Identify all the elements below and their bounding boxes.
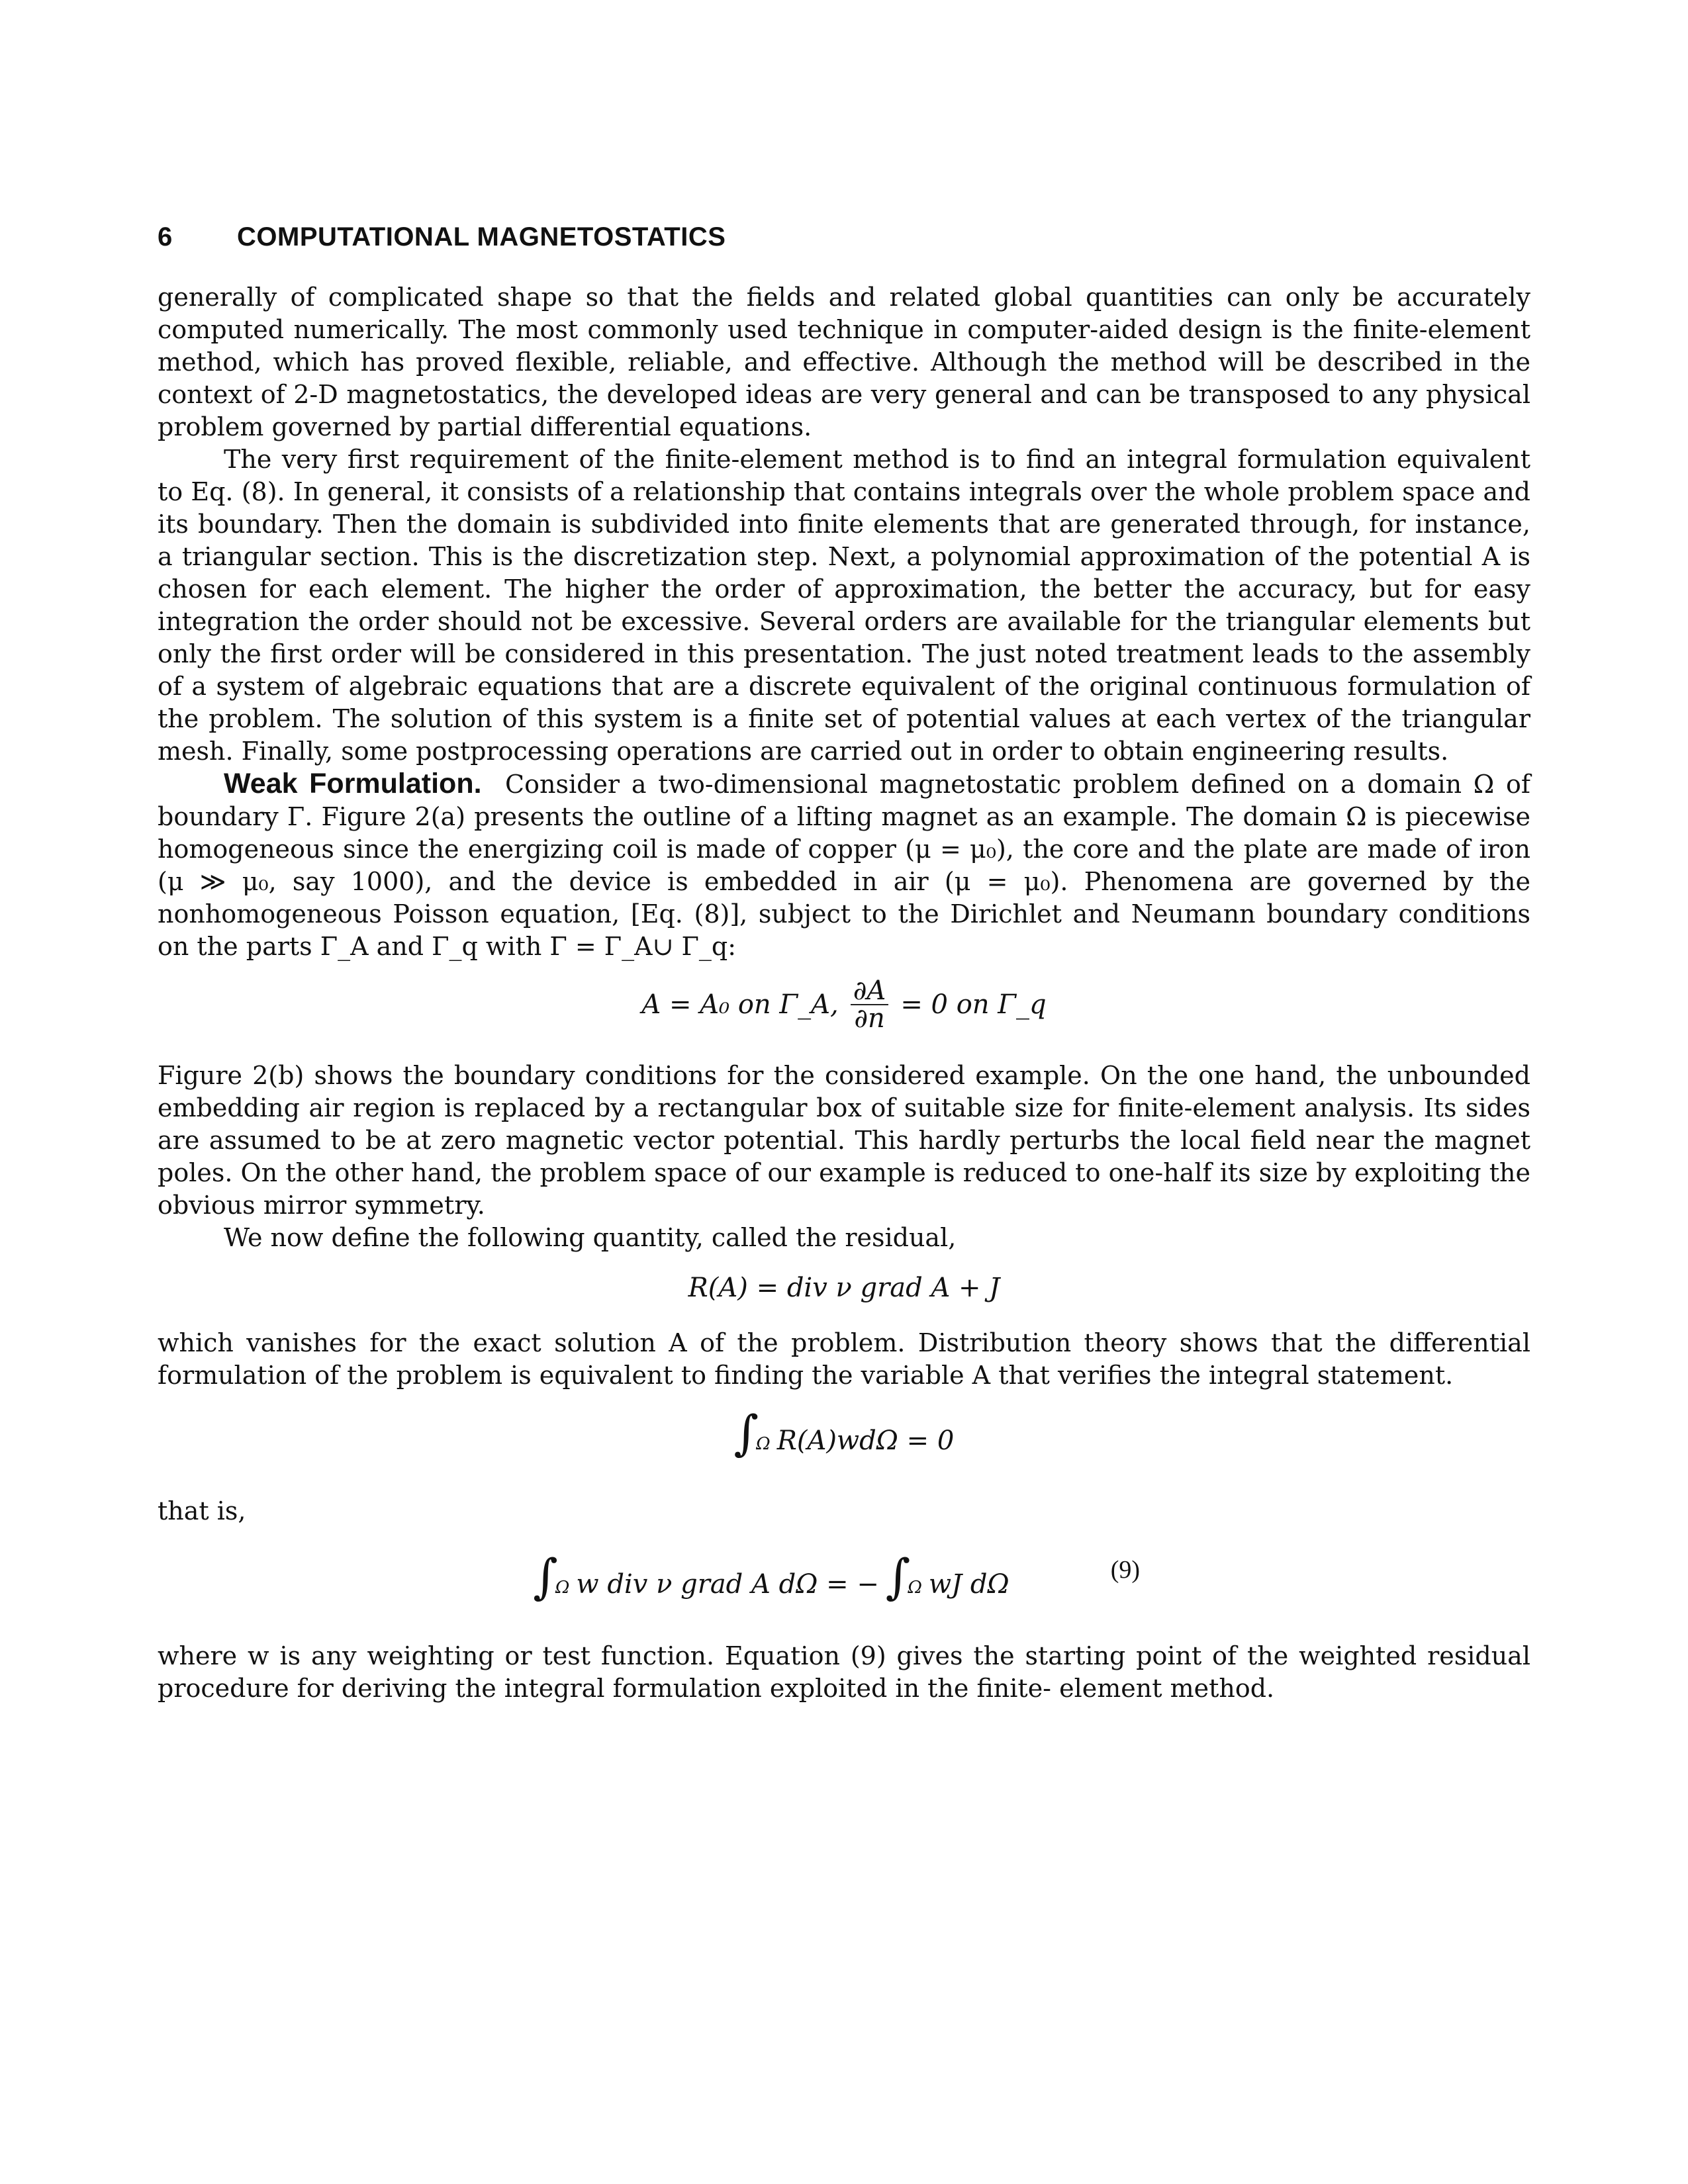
equation-9: [158, 1527, 1530, 1640]
body-text: [158, 281, 1530, 1705]
integral-statement-body: R(A)wdΩ = 0: [776, 1426, 955, 1456]
paragraph-7: that is,: [158, 1496, 246, 1525]
residual-equation: [158, 1254, 1530, 1327]
paragraph-3: [158, 768, 1530, 963]
integral-domain: Ω: [756, 1434, 771, 1454]
running-header: [158, 218, 1548, 255]
paragraph-2: The very first requirement of the finite-element method is to find an integral formulation equivalent to Eq. (8). In general, it consists of a relationship that contains integrals over the whole problem space and its boundary. Then the domain is subdivided into finite elements that are generated through, for instance, a triangular section. This is the discretization step. Next, a polynomial approximation of the potential A is chosen for each element. The higher the order of approximation, the better the accuracy, but for easy integration the order should not be excessive. Several orders are available for the triangular elements but only the first order will be considered in this presentation. The just noted treatment leads to the assembly of a system of algebraic equations that are a discrete equivalent of the original continuous formulation of the problem. The solution of this system is a finite set of potential values at each vertex of the triangular mesh. Finally, some postprocessing operations are carried out in order to obtain engineering results.: [158, 445, 1530, 766]
residual-expression: R(A) = div ν grad A + J: [688, 1273, 1000, 1303]
integral-sign: ∫: [885, 1549, 911, 1604]
paragraph-6: which vanishes for the exact solution A of the problem. Distribution theory shows that the differential formulation of the problem is equivalent to finding the variable A that verifies the integral statement.: [158, 1328, 1530, 1390]
eq9-left-body: w div ν grad A dΩ = −: [576, 1569, 879, 1600]
integral-statement-equation: [158, 1392, 1530, 1491]
eq9-right-body: wJ dΩ: [928, 1569, 1009, 1600]
bc-frac-numerator: ∂A: [851, 978, 889, 1005]
paragraph-1: generally of complicated shape so that the fields and related global quantities can only be accurately computed numerically. The most commonly used technique in computer-aided design is the finite-element method, which has proved flexible, reliable, and effective. Although the method will be described in the context of 2-D magnetostatics, the developed ideas are very general and can be transposed to any physical problem governed by partial differential equations.: [158, 283, 1530, 441]
bc-fraction: [851, 978, 889, 1032]
bc-left: A = A₀ on Γ_A,: [641, 989, 839, 1020]
page-number: 6: [158, 222, 173, 251]
run-in-heading: Weak Formulation.: [224, 768, 482, 799]
section-title: COMPUTATIONAL MAGNETOSTATICS: [237, 222, 726, 251]
paragraph-8: where w is any weighting or test function. Equation (9) gives the starting point of the weighted residual procedure for deriving the integral formulation exploited in the finite- element method.: [158, 1641, 1530, 1703]
boundary-condition-equation: [158, 963, 1530, 1041]
paragraph-3-text: Consider a two-dimensional magnetostatic problem defined on a domain Ω of boundary Γ. Figure 2(a) presents the outline of a lifting magnet as an example. The domain Ω is piecewise homogeneous since the energizing coil is made of copper (μ = μ₀), the core and the plate are made of iron (μ ≫ μ₀, say 1000), and the device is embedded in air (μ = μ₀). Phenomena are governed by the nonhomogeneous Poisson equation, [Eq. (8)], subject to the Dirichlet and Neumann boundary conditions on the parts Γ_A and Γ_q with Γ = Γ_A∪ Γ_q:: [158, 770, 1530, 961]
bc-frac-denominator: ∂n: [854, 1003, 885, 1034]
integral-sign: ∫: [733, 1405, 759, 1461]
paragraph-4: Figure 2(b) shows the boundary conditions for the considered example. On the one hand, the unbounded embedding air region is replaced by a rectangular box of suitable size for finite-element analysis. Its sides are assumed to be at zero magnetic vector potential. This hardly perturbs the local field near the magnet poles. On the other hand, the problem space of our example is reduced to one-half its size by exploiting the obvious mirror symmetry.: [158, 1061, 1530, 1220]
bc-right: = 0 on Γ_q: [900, 989, 1047, 1020]
paragraph-5: We now define the following quantity, called the residual,: [224, 1223, 957, 1252]
eq9-right-domain: Ω: [908, 1578, 922, 1598]
integral-sign: ∫: [533, 1549, 558, 1604]
eq9-left-domain: Ω: [555, 1578, 570, 1598]
equation-number: (9): [1110, 1556, 1140, 1584]
